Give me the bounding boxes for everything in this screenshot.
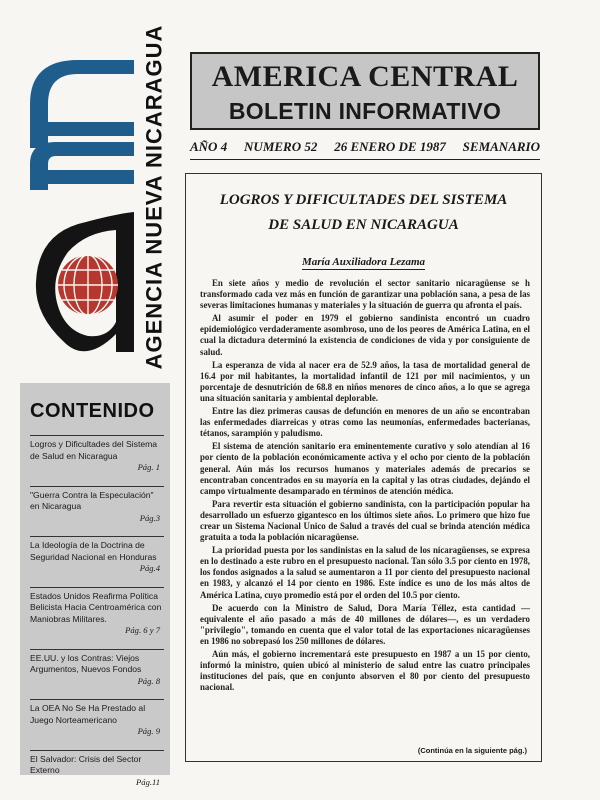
paragraph: La prioridad puesta por los sandinistas en la salud de los nicaragüenses, se expresa en lo destinado a este rubro en el presupuesto nacional. Tan sólo 3.5 por ciento en 1978, los fondos asignados a la salud se aumentaron a 11 por ciento del presupuesto nacional en 1983, y alcanzó el 14 por ciento en 1986. Este índice es uno de los más altos de América Latina, cuyo promedio está por el orden del 10.5 por ciento. [200, 545, 530, 600]
toc-item[interactable] [30, 435, 164, 474]
toc-item-page: Pág. 1 [137, 462, 160, 472]
issue-line [190, 139, 540, 155]
article-body [200, 278, 530, 695]
toc-item[interactable] [30, 486, 164, 525]
paragraph: Al asumir el poder en 1979 el gobierno sandinista encontró un cuadro epidemiológico verdaderamente asombroso, uno de los peores de América Latina, en el cual la dictadura determinó la existencia de condiciones de vida y por consiguiente de salud. [200, 313, 530, 357]
toc-item-page: Pág. 9 [137, 726, 160, 736]
headline-line-2: DE SALUD EN NICARAGUA [268, 217, 459, 233]
masthead [190, 52, 540, 130]
paragraph: El sistema de atención sanitario era eminentemente curativo y solo atendían al 16 por ciento de la población económicamente activa y el ocho por ciento de la población general. Aún más los recursos humanos y materiales además de precarios se encontraban concentrados en su mayoría en la capital y las otras ciudades, dejándo el campo virtualmente desamparado en términos de atención médica. [200, 441, 530, 496]
masthead-title: AMERICA CENTRAL [211, 60, 519, 93]
article-byline [186, 256, 541, 268]
divider [190, 159, 540, 160]
paragraph: En siete años y medio de revolución el sector sanitario nicaragüense se h transformado cada vez más en función de garantizar una población sana, a pesa de las severas limitaciones humanas y materiales y la situación de guerra qu afronta el país. [200, 278, 530, 311]
issue-date: 26 ENERO DE 1987 [334, 139, 446, 154]
article-headline [186, 188, 541, 238]
logo-blue-m [30, 60, 134, 190]
toc-item[interactable] [30, 587, 164, 637]
paragraph: Entre las diez primeras causas de defunción en menores de un año se encontraban las enfermedades diarreicas y otras como las neumonías, enfermedades bacterianas, tétanos, sarampión y paludismo. [200, 406, 530, 439]
article [185, 173, 542, 762]
author: María Auxiliadora Lezama [301, 256, 426, 268]
table-of-contents [30, 435, 164, 800]
toc-item-title: Estados Unidos Reafirma Política Belicista Hacia Centroamérica con Maniobras Militares. [30, 590, 162, 624]
paragraph: Aún más, el gobierno incrementará este presupuesto en 1987 a un 15 por ciento, informó la ministro, quien ubicó al ministerio de salud entre las cuatro principales instituciones del país, que en conjunto absorven el 80 por ciento del presupuesto nacional. [200, 649, 530, 693]
masthead-subtitle: BOLETIN INFORMATIVO [228, 98, 502, 124]
issue-frequency: SEMANARIO [462, 139, 540, 154]
toc-item-title: Logros y Dificultades del Sistema de Salud en Nicaragua [30, 439, 158, 461]
toc-item-page: Pág. 8 [137, 675, 160, 686]
toc-item-page: Pág.3 [139, 512, 160, 523]
toc-item-title: El Salvador: Crisis del Sector Externo [30, 753, 142, 775]
headline-line-1: LOGROS Y DIFICULTADES DEL SISTEMA [219, 192, 508, 208]
toc-item-page: Pág.11 [136, 776, 160, 787]
toc-item-title: EE.UU. y los Contras: Viejos Argumentos, Nuevos Fondos [30, 652, 142, 674]
paragraph: La esperanza de vida al nacer era de 52.9 años, la tasa de mortalidad general de 16.4 por mil habitantes, la mortalidad infantil de 121 por mil nacimientos, y un porcentaje de desnutrición de 68.8 en niños menores de cinco años, a lo que se agrega una situación sanitaria y ambiental deplorable. [200, 359, 530, 403]
issue-year: AÑO 4 [190, 139, 228, 154]
issue-number: NUMERO 52 [244, 139, 318, 154]
paragraph: Para revertir esta situación el gobierno sandinista, con la participación popular ha desarrollado un esfuerzo gigantesco en los últimos siete años. Lo primero que hizo fue crear un Sistema Nacional Unico de Salud a través del cual se brinda atención médica gratuita a toda la población nicaragüense. [200, 498, 530, 543]
contents-box [20, 383, 170, 787]
globe-icon [58, 255, 118, 315]
contents-title: CONTENIDO [30, 400, 155, 422]
toc-item-title: La Ideología de la Doctrina de Seguridad Nacional en Honduras [30, 540, 157, 562]
toc-item[interactable] [30, 699, 164, 738]
toc-item-title: La OEA No Se Ha Prestado al Juego Norteamericano [30, 703, 146, 725]
continued-note: (Continúa en la siguiente pág.) [417, 746, 527, 755]
toc-item[interactable] [30, 750, 164, 789]
toc-item-page: Pág.4 [139, 563, 160, 573]
toc-item-page: Pág. 6 y 7 [125, 625, 160, 635]
agency-name-text: AGENCIA NUEVA NICARAGUA [141, 24, 167, 370]
toc-item[interactable] [30, 536, 164, 575]
agency-name-vertical [134, 24, 174, 370]
paragraph: De acuerdo con la Ministro de Salud, Dora María Téllez, esta cantidad —equivalente el año pasado a más de 40 millones de dólares—, es un verdadero "privilegio", tomando en cuenta que el valor total de las exportaciones nicaragüenses en 1986 no sobrepasó los 250 millones de dólares. [200, 602, 530, 646]
toc-item-title: "Guerra Contra la Especulación" en Nicaragua [30, 489, 154, 511]
toc-item[interactable] [30, 649, 164, 688]
